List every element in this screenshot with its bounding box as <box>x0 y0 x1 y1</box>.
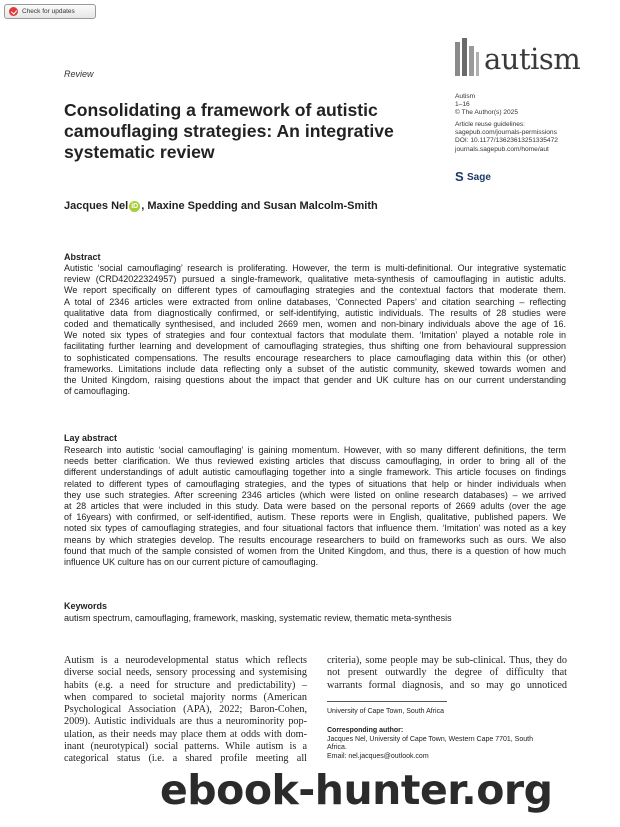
journal-info <box>455 93 575 154</box>
abstract-line: qualitative data from diagnostically confirmed, or self-identifying, autistic individuals. The results of 28 studies were <box>64 307 566 318</box>
lay-abstract-line: influence UK culture has on our current picture of camouflaging. <box>64 557 319 568</box>
journal-info-line: Article reuse guidelines: <box>455 121 526 129</box>
body-line: Psychological Association (APA), 2022; Baron-Cohen, <box>64 704 307 716</box>
journal-logo <box>454 36 584 84</box>
journal-info-line: © The Author(s) 2025 <box>455 109 519 117</box>
abstract-text <box>64 263 566 397</box>
body-line: Autism is a neurodevelopmental status which reflects <box>64 655 307 666</box>
lay-abstract-line: they use such strategies. After screening 2346 articles (which were listed on online research databases) – we arrived <box>64 489 566 500</box>
lay-abstract-line: Research into autistic ‘social camouflaging’ is gaining momentum. However, with so many different definitions, the term <box>64 445 566 455</box>
permissions-link[interactable]: sagepub.com/journals-permissions <box>455 129 557 137</box>
body-line: inant (neurotypical) social patterns. While autism is a <box>64 741 307 753</box>
keywords-line: autism spectrum, camouflaging, framework, masking, systematic review, thematic meta-synthesis <box>64 613 452 623</box>
lay-abstract-line: needs better clarification. We thus reviewed existing articles that discuss camouflaging, in order to bring all of the <box>64 456 566 467</box>
author-list <box>64 200 378 212</box>
body-line: diverse social needs, sensory processing and systemising <box>64 667 307 679</box>
abstract-line: We noted six types of strategies and four contextual factors that modulate them. ‘Imitation’ played a notable role in <box>64 330 566 341</box>
abstract-line: Autistic ‘social camouflaging’ research is proliferating. However, the term is multi-definitional. Our integrative systematic <box>64 263 566 273</box>
watermark: ebook-hunter.org <box>160 766 553 814</box>
check-updates-label: Check for updates <box>22 8 75 15</box>
body-right-column <box>327 655 567 692</box>
body-line: when compared to societal majority norms (American <box>64 691 307 703</box>
body-line: 2009). Autistic individuals are thus a neurominority pop- <box>64 716 307 728</box>
journal-info-line: Autism <box>455 93 476 100</box>
article-title <box>64 100 424 163</box>
abstract-line: the United Kingdom, raising questions about the impact that gender and UK culture has on our current understanding <box>64 375 566 386</box>
abstract-line: facilitating further learning and development of camouflaging strategies, thus shifting one from behavioural suppression <box>64 341 566 352</box>
doi-link[interactable]: DOI: 10.1177/13623613251335472 <box>455 137 558 145</box>
affiliation: University of Cape Town, South Africa <box>327 708 444 715</box>
corresponding-address: Jacques Nel, University of Cape Town, Western Cape 7701, South <box>327 735 533 743</box>
journal-wordmark: autism <box>484 42 581 76</box>
orcid-icon[interactable]: iD <box>131 202 139 210</box>
abstract-line: of camouflaging. <box>64 386 131 397</box>
other-authors: , Maxine Spedding and Susan Malcolm-Smith <box>141 200 378 212</box>
body-line: categorical status (i.e. a shared profile meeting all <box>64 753 307 765</box>
corresponding-author <box>327 727 567 761</box>
corresponding-heading: Corresponding author: <box>327 727 404 734</box>
body-line: not present outwardly the degree of difficulty that <box>327 667 567 679</box>
check-updates-icon <box>9 7 18 16</box>
lay-abstract-line: at 28 articles that were included in this study. Data were based on the personal reports of 2669 adults (over the age <box>64 501 566 512</box>
first-author: Jacques Nel <box>64 200 129 212</box>
keywords-heading: Keywords <box>64 601 108 611</box>
publisher-logo <box>455 171 491 183</box>
abstract-line: coded and thematically synthesised, and included 2669 men, women and non-binary individuals above the age of 16. <box>64 319 566 330</box>
abstract-line: to sophisticated compensations. The results encourage researchers to place camouflaging data within this (or other) <box>64 352 566 363</box>
abstract-line: frameworks. Limitations include data reflecting only a subset of the autistic community, skewed towards women and <box>64 363 566 374</box>
title-line: camouflaging strategies: An integrative <box>64 121 394 141</box>
body-line: criteria), some people may be sub-clinical. Thus, they do <box>327 655 567 666</box>
body-left-column <box>64 655 307 766</box>
lay-abstract-line: of 16years) with confirmed, or self-identified, autism. These reports were in English, qualitative, published papers. We <box>64 512 566 523</box>
publisher-name: Sage <box>467 171 491 183</box>
journal-home-link[interactable]: journals.sagepub.com/home/aut <box>455 145 549 153</box>
body-line: warrants formal diagnosis, and so may go unnoticed <box>327 679 567 691</box>
journal-logo-mark-icon <box>454 36 480 78</box>
title-line: Consolidating a framework of autistic <box>64 100 378 120</box>
article-type: Review <box>64 69 94 79</box>
title-line: systematic review <box>64 142 215 162</box>
sage-logo-icon: S <box>455 169 464 184</box>
lay-abstract-text <box>64 445 566 568</box>
lay-abstract-line: means by which strategies develop. The results encourage researchers to build on frameworks such as ours. We also <box>64 534 566 545</box>
footnote-rule <box>327 701 447 702</box>
corresponding-address: Africa. <box>327 744 347 752</box>
check-for-updates-button[interactable] <box>4 4 96 19</box>
body-line: ulation, as their needs may place them at odds with dom- <box>64 728 307 740</box>
lay-abstract-line: found that much of the sample consisted of women from the United Kingdom, and thus, there is a question of how much <box>64 545 566 556</box>
abstract-line: We report specifically on different types of camouflaging strategies and the contextual factors that moderate them. <box>64 285 566 296</box>
abstract-line: review (CRD42022324957) pursued a single-framework, qualitative meta-synthesis of camouflaging in autistic adults. <box>64 274 566 285</box>
abstract-heading: Abstract <box>64 252 101 262</box>
lay-abstract-heading: Lay abstract <box>64 433 118 443</box>
corresponding-email[interactable]: Email: nel.jacques@outlook.com <box>327 752 429 760</box>
lay-abstract-line: related to different types of camouflaging strategies, and the types of situations that help or hinder individuals when <box>64 478 566 489</box>
journal-info-line: 1–16 <box>455 101 470 109</box>
keywords-text <box>64 613 566 624</box>
body-line: habits (e.g. a need for structure and predictability) – <box>64 679 307 691</box>
lay-abstract-line: noted six types of camouflaging strategies, and four situational factors that influence them. ‘Imitation’ was noted as a key <box>64 523 566 534</box>
lay-abstract-line: different understandings of adult autistic camouflaging together into a single framework. This article focuses on findings <box>64 467 566 478</box>
abstract-line: A total of 2346 articles were extracted from online databases, ‘Connected Papers’ and citation searching – reflecting <box>64 296 566 307</box>
